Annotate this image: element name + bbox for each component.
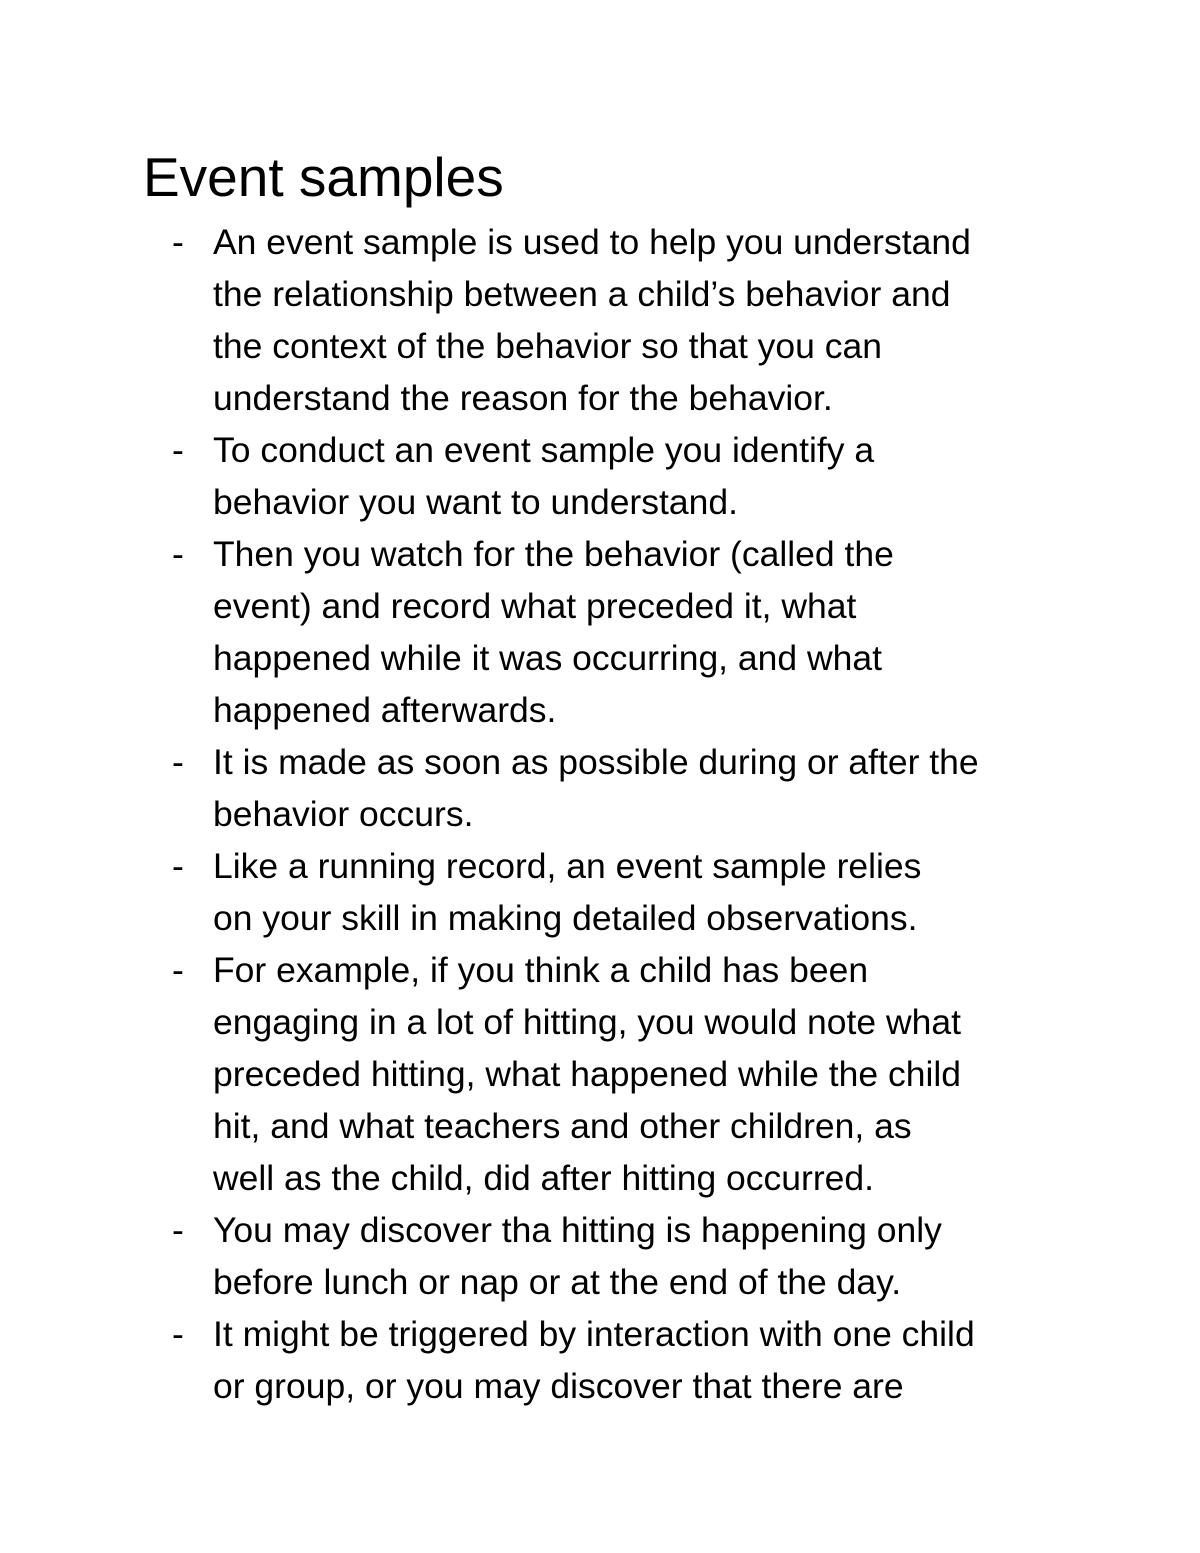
bullet-continuation-line (172, 372, 1072, 424)
bullet-dash: - (172, 534, 184, 574)
bullet-continuation-line (172, 996, 1072, 1048)
line-text: engaging in a lot of hitting, you would note what (213, 1002, 961, 1042)
line-text: happened afterwards. (213, 690, 557, 730)
line-text: or group, or you may discover that there are (213, 1366, 904, 1406)
bullet-continuation-line (172, 580, 1072, 632)
line-text: understand the reason for the behavior. (213, 378, 833, 418)
line-text: It might be triggered by interaction with one child (213, 1314, 975, 1354)
bullet-indent (172, 1152, 213, 1204)
bullet-indent (172, 372, 213, 424)
bullet-continuation-line (172, 788, 1072, 840)
bullet-continuation-line (172, 1100, 1072, 1152)
bullet-indent (172, 1360, 213, 1412)
line-text: event) and record what preceded it, what (213, 586, 857, 626)
bullet-line (172, 528, 1072, 580)
bullet-dash: - (172, 742, 184, 782)
line-text: the context of the behavior so that you can (213, 326, 883, 366)
bullet-continuation-line (172, 684, 1072, 736)
bullet-line (172, 1204, 1072, 1256)
line-text: It is made as soon as possible during or after the (213, 742, 979, 782)
bullet-continuation-line (172, 1360, 1072, 1412)
bullet-indent (172, 996, 213, 1048)
line-text: before lunch or nap or at the end of the day. (213, 1262, 902, 1302)
bullet-indent (172, 1256, 213, 1308)
bullet-continuation-line (172, 268, 1072, 320)
line-text: happened while it was occurring, and what (213, 638, 882, 678)
bullet-continuation-line (172, 476, 1072, 528)
bullet-indent (172, 476, 213, 528)
bullet-continuation-line (172, 892, 1072, 944)
line-text: hit, and what teachers and other children, as (213, 1106, 912, 1146)
bullet-dash: - (172, 1314, 184, 1354)
bullet-line (172, 944, 1072, 996)
bullet-indent (172, 632, 213, 684)
bullet-line (172, 424, 1072, 476)
bullet-dash: - (172, 1210, 184, 1250)
bullet-indent (172, 268, 213, 320)
bullet-continuation-line (172, 1256, 1072, 1308)
bullet-line (172, 216, 1072, 268)
line-text: well as the child, did after hitting occurred. (213, 1158, 875, 1198)
bullet-dash: - (172, 222, 184, 262)
bullet-continuation-line (172, 1152, 1072, 1204)
line-text: An event sample is used to help you understand (213, 222, 971, 262)
bullet-line (172, 840, 1072, 892)
bullet-continuation-line (172, 320, 1072, 372)
line-text: the relationship between a child’s behavior and (213, 274, 951, 314)
bullet-dash: - (172, 846, 184, 886)
bullet-indent (172, 892, 213, 944)
line-text: behavior you want to understand. (213, 482, 738, 522)
bullet-dash: - (172, 430, 184, 470)
bullet-dash: - (172, 950, 184, 990)
bullet-indent (172, 1100, 213, 1152)
bullet-continuation-line (172, 1048, 1072, 1100)
line-text: You may discover tha hitting is happening only (213, 1210, 942, 1250)
bullet-line (172, 736, 1072, 788)
bullet-indent (172, 320, 213, 372)
line-text: preceded hitting, what happened while the child (213, 1054, 961, 1094)
line-text: behavior occurs. (213, 794, 474, 834)
bullet-indent (172, 1048, 213, 1100)
line-text: For example, if you think a child has been (213, 950, 869, 990)
bullet-line (172, 1308, 1072, 1360)
bullet-continuation-line (172, 632, 1072, 684)
bullet-indent (172, 580, 213, 632)
line-text: Like a running record, an event sample relies (213, 846, 922, 886)
bullet-indent (172, 788, 213, 840)
line-text: Then you watch for the behavior (called the (213, 534, 894, 574)
page-title: Event samples (143, 146, 504, 208)
bullet-indent (172, 684, 213, 736)
bullet-list (172, 216, 1072, 1412)
line-text: on your skill in making detailed observations. (213, 898, 918, 938)
line-text: To conduct an event sample you identify a (213, 430, 875, 470)
